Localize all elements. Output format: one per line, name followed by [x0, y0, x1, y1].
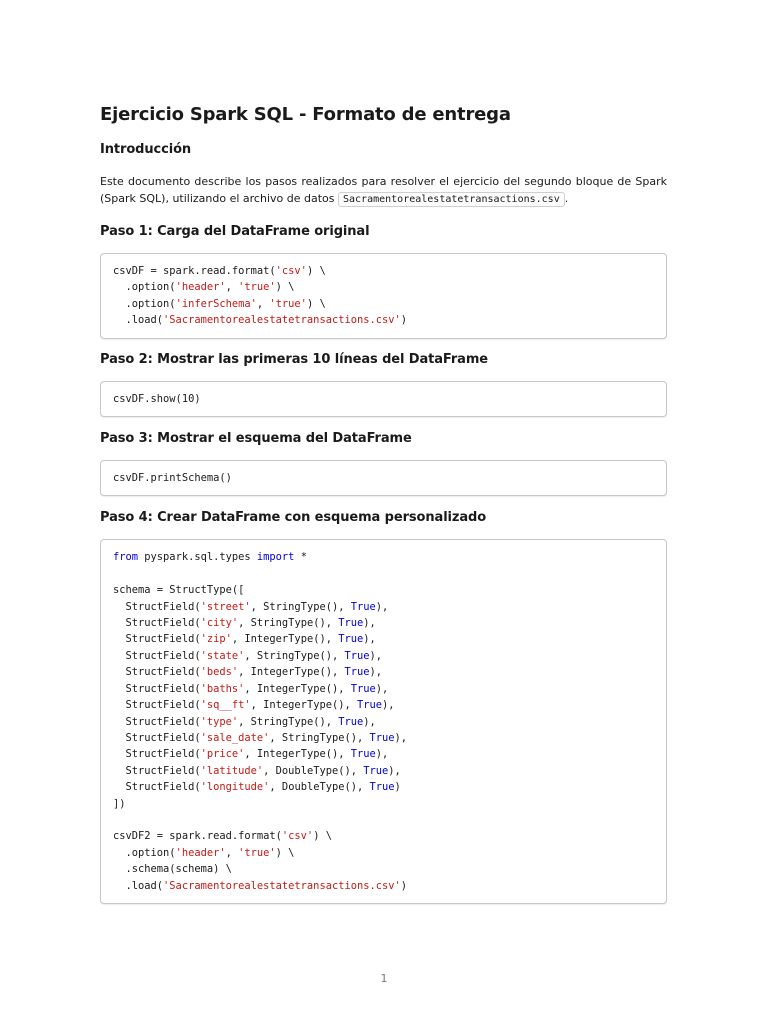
code-text: ),: [382, 699, 395, 712]
code-text: StructField(: [113, 748, 201, 761]
code-text: .load(: [113, 314, 164, 327]
code-text: ) \: [275, 281, 295, 294]
code-keyword: True: [363, 764, 389, 777]
code-keyword: True: [338, 617, 364, 630]
code-text: ,: [256, 297, 270, 310]
code-text: , IntegerType(),: [250, 699, 357, 712]
code-text: ) \: [306, 297, 326, 310]
code-text: StructField(: [113, 649, 201, 662]
code-text: schema = StructType([: [113, 584, 245, 597]
code-text: , IntegerType(),: [231, 633, 339, 646]
code-keyword: True: [338, 715, 364, 728]
code-text: , StringType(),: [244, 649, 345, 662]
code-text: .schema(schema) \: [113, 863, 232, 876]
code-text: ): [400, 314, 408, 327]
step-2-heading: Paso 2: Mostrar las primeras 10 líneas del DataFrame: [100, 351, 489, 367]
code-text: .option(: [113, 297, 176, 310]
code-string: 'city': [200, 617, 239, 630]
code-keyword: True: [350, 748, 376, 761]
code-string: 'sale_date': [200, 731, 270, 744]
code-text: ),: [363, 633, 376, 646]
code-text: StructField(: [113, 699, 201, 712]
code-string: 'Sacramentorealestatetransactions.csv': [163, 879, 401, 892]
code-text: StructField(: [113, 764, 201, 777]
code-block-step-2: [100, 381, 667, 417]
code-lines: [113, 470, 654, 486]
code-string: 'csv': [275, 265, 307, 277]
code-block-step-1: [100, 253, 667, 339]
page-number: 1: [380, 972, 388, 985]
code-string: 'baths': [200, 682, 245, 695]
code-string: 'header': [175, 281, 226, 294]
intro-paragraph: [100, 173, 667, 208]
code-text: StructField(: [113, 781, 201, 794]
step-4-heading: Paso 4: Crear DataFrame con esquema personalizado: [100, 510, 487, 526]
code-string: 'latitude': [200, 764, 264, 777]
code-text: StructField(: [113, 617, 201, 630]
intro-heading: Introducción: [100, 142, 192, 157]
code-text: ]): [113, 797, 126, 810]
code-text: ),: [363, 715, 376, 728]
code-keyword: True: [357, 699, 383, 712]
code-text: .option(: [113, 281, 176, 294]
code-text: , IntegerType(),: [238, 666, 345, 679]
code-text: , IntegerType(),: [244, 682, 351, 695]
code-text: ),: [369, 649, 383, 662]
code-keyword: True: [344, 666, 370, 679]
code-text: csvDF2 = spark.read.format(: [113, 830, 282, 843]
code-text: csvDF = spark.read.format(: [113, 265, 276, 277]
code-string: 'header': [175, 846, 226, 859]
code-text: , StringType(),: [250, 600, 351, 613]
code-string: 'true': [238, 846, 276, 859]
code-keyword: True: [369, 731, 395, 744]
code-text: StructField(: [113, 731, 201, 744]
code-string: 'inferSchema': [175, 297, 257, 310]
inline-code-filename: Sacramentorealestatetransactions.csv: [338, 192, 565, 207]
code-text: ),: [394, 731, 408, 744]
step-1-heading: Paso 1: Carga del DataFrame original: [100, 224, 370, 239]
code-lines: [113, 391, 654, 407]
code-text: StructField(: [113, 633, 201, 646]
code-keyword: True: [338, 633, 364, 646]
step-3-heading: Paso 3: Mostrar el esquema del DataFrame: [100, 431, 412, 447]
code-string: 'price': [200, 748, 245, 761]
code-keyword: True: [369, 781, 395, 794]
code-text: ),: [388, 764, 401, 777]
code-text: , DoubleType(),: [263, 764, 364, 777]
code-keyword: import: [256, 551, 295, 564]
code-text: , DoubleType(),: [269, 781, 370, 794]
code-text: StructField(: [113, 715, 201, 728]
code-text: ),: [369, 666, 383, 679]
code-lines: [113, 263, 654, 329]
code-string: 'Sacramentorealestatetransactions.csv': [163, 314, 401, 327]
code-text: ,: [225, 281, 239, 294]
code-text: StructField(: [113, 682, 201, 695]
code-keyword: from: [113, 551, 139, 564]
code-text: ),: [375, 748, 389, 761]
code-text: , IntegerType(),: [244, 748, 351, 761]
code-text: csvDF.printSchema(): [113, 472, 232, 485]
code-string: 'street': [200, 600, 251, 613]
code-text: pyspark.sql.types: [138, 551, 257, 564]
code-string: 'beds': [200, 666, 239, 679]
intro-text: Este documento describe los pasos realizados para resolver el ejercicio del segundo bloque de Spark (Spark SQL), utilizando el archivo de datos: [100, 175, 667, 205]
code-text: , StringType(),: [269, 731, 370, 744]
code-text: ,: [225, 846, 239, 859]
code-string: 'state': [200, 649, 245, 662]
code-string: 'csv': [281, 830, 314, 843]
code-block-step-4: [100, 539, 667, 904]
code-text: .option(: [113, 846, 176, 859]
code-text: ),: [363, 617, 376, 630]
code-text: *: [294, 551, 307, 564]
code-string: 'sq__ft': [200, 699, 251, 712]
code-text: csvDF.show(10): [113, 392, 201, 405]
document-title: Ejercicio Spark SQL - Formato de entrega: [100, 104, 511, 125]
code-string: 'longitude': [200, 781, 270, 794]
code-lines: [113, 549, 654, 894]
code-string: 'true': [269, 297, 307, 310]
code-text: ) \: [313, 830, 332, 843]
intro-text-end: .: [564, 192, 569, 205]
code-text: , StringType(),: [238, 715, 339, 728]
code-text: ) \: [306, 265, 326, 277]
code-text: StructField(: [113, 666, 201, 679]
code-keyword: True: [350, 600, 376, 613]
code-text: ): [394, 781, 401, 794]
code-keyword: True: [344, 649, 370, 662]
code-text: ),: [375, 600, 389, 613]
code-keyword: True: [350, 682, 376, 695]
code-string: 'type': [200, 715, 239, 728]
code-string: 'zip': [200, 633, 232, 646]
code-text: StructField(: [113, 600, 201, 613]
code-text: ) \: [275, 846, 295, 859]
code-text: , StringType(),: [238, 617, 339, 630]
document-page: [100, 100, 667, 904]
code-string: 'true': [238, 281, 276, 294]
code-text: ): [400, 879, 408, 892]
code-text: .load(: [113, 879, 164, 892]
code-block-step-3: [100, 460, 667, 496]
code-text: ),: [375, 682, 389, 695]
